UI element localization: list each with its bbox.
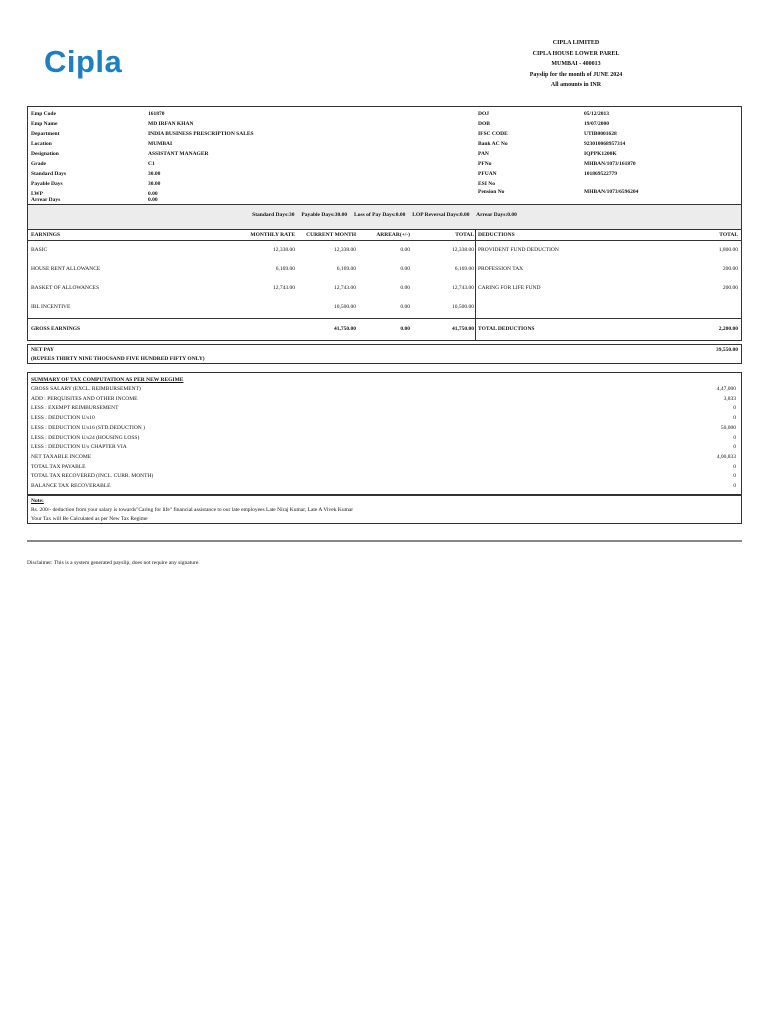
gross-earnings-label: GROSS EARNINGS [31,326,81,332]
deduction-name: CARING FOR LIFE FUND [478,285,541,291]
dob-label: DOB [478,121,490,127]
net-pay-box [27,344,742,364]
tax-row-value: 0 [733,405,736,412]
ifsc-label: IFSC CODE [478,131,508,137]
current-month-header: CURRENT MONTH [306,232,356,238]
tax-row-label: LESS : DEDUCTION U/s24 (HOUSING LOSS) [31,434,140,441]
earning-arrear: 0.00 [400,285,410,291]
gross-arrear: 0.00 [400,326,410,332]
pf-no-label: PFNo [478,161,492,167]
standard-days-label: Standard Days [31,171,66,177]
tax-row-label: LESS : DEDUCTION U/s10 [31,415,95,422]
standard-days-value: 30.00 [148,171,161,177]
doj-label: DOJ [478,111,489,117]
pan-value: IQPPK1200K [584,151,617,157]
arrear-days-value: 0.00 [148,197,158,203]
deductions-total-header: TOTAL [719,232,738,238]
total-header: TOTAL [455,232,474,238]
emp-code-value: 161870 [148,111,165,117]
tax-row-value: 0 [733,415,736,422]
department-label: Department [31,131,60,137]
tax-row-label: LESS : EXEMPT REIMBURSEMENT [31,405,119,412]
location-label: Location [31,141,52,147]
earning-name: IBL INCENTIVE [31,304,71,310]
emp-name-label: Emp Name [31,121,58,127]
bank-ac-label: Bank AC No [478,141,508,147]
company-address-line1: CIPLA HOUSE LOWER PAREL [532,50,620,57]
pf-uan-value: 101869522779 [584,171,617,177]
page-separator [27,540,742,542]
tax-row-value: 0 [733,483,736,489]
tax-row-label: GROSS SALARY (EXCL. REIMBURSEMENT) [31,386,141,392]
note-title: Note: [31,498,44,504]
company-logo: Cipla [44,44,123,79]
bank-ac-value: 923010068957314 [584,141,626,147]
earning-monthly-rate: 12,743.00 [273,285,295,291]
note-line-2: Your Tax will Be Calculated as per New Tax Regime [31,516,148,522]
deductions-header: DEDUCTIONS [478,232,515,238]
lwp-value: 0.00 [148,191,158,197]
gross-current-month: 41,750.00 [334,326,356,332]
designation-label: Designation [31,151,59,157]
arrear-days-label: Arrear Days [31,197,61,203]
tax-row-label: TOTAL TAX RECOVERED (INCL. CURR. MONTH) [31,473,154,480]
monthly-rate-header: MONTHLY RATE [250,232,295,238]
pf-no-value: MHBAN/1073/161870 [584,161,636,167]
arrear-header: ARREAR(+/-) [376,232,410,238]
disclaimer: Disclaimer: This is a system generated payslip, does not require any signature. [27,560,200,566]
note-line-1: Rs. 200/- deduction from your salary is towards"Caring for life" financial assistance to our late employees Late Niraj Kumar, Late A Vivek Kumar [31,507,354,513]
tax-row-value: 3,833 [723,395,736,402]
earning-arrear: 0.00 [400,247,410,253]
ifsc-value: UTIB0001628 [584,131,617,137]
company-address-line2: MUMBAI - 400013 [551,61,601,67]
deduction-total: 200.00 [722,266,738,272]
earning-total: 12,743.00 [452,285,474,291]
tax-row-label: BALANCE TAX RECOVERABLE [31,483,111,489]
earning-name: BASIC [31,247,48,253]
location-value: MUMBAI [148,141,173,147]
tax-row-label: LESS : DEDUCTION U/s16 (STD.DEDUCTION ) [31,424,145,431]
earning-total: 12,338.00 [452,247,474,253]
earning-monthly-rate: 12,338.00 [273,247,295,253]
total-deductions-label: TOTAL DEDUCTIONS [478,326,535,332]
earning-total: 10,500.00 [452,304,474,310]
earnings-deductions-table [27,229,742,341]
net-pay-words: (RUPEES THIRTY NINE THOUSAND FIVE HUNDRED FIFTY ONLY) [31,356,205,362]
column-divider [475,230,476,341]
net-pay-label: NET PAY [31,347,54,353]
tax-row-value: 0 [733,434,736,441]
payslip-period: Payslip for the month of JUNE 2024 [529,71,623,78]
payable-days-value: 30.00 [148,181,161,187]
earning-total: 6,169.00 [454,266,474,272]
deduction-total: 1,800.00 [718,247,738,253]
days-summary-band [27,205,742,229]
gross-row-divider [28,318,741,319]
grade-label: Grade [31,161,46,167]
earning-monthly-rate: 6,169.00 [275,266,295,272]
earnings-header: EARNINGS [31,232,61,238]
currency-note: All amounts in INR [550,82,602,88]
total-deductions-value: 2,200.00 [718,326,738,332]
deduction-name: PROFESSION TAX [478,266,524,272]
tax-row-value: 0 [733,463,736,470]
department-value: INDIA BUSINESS PRESCRIPTION SALES [148,131,254,137]
tax-summary-title: SUMMARY OF TAX COMPUTATION AS PER NEW REGIME [31,377,184,383]
pf-uan-label: PFUAN [478,171,497,177]
earning-name: HOUSE RENT ALLOWANCE [31,266,101,272]
earning-arrear: 0.00 [400,266,410,272]
earning-name: BASKET OF ALLOWANCES [31,285,100,291]
tax-summary-box [27,372,742,495]
earning-current-month: 12,338.00 [334,247,356,253]
pension-no-label: Pension No [478,189,505,195]
tax-row-label: TOTAL TAX PAYABLE [31,463,86,470]
days-summary: Standard Days:30 Payable Days:30.00 Loss of Pay Days:0.00 LOP Reversal Days:0.00 Arrear Days:0.00 [252,212,517,218]
pan-label: PAN [478,151,489,157]
earning-arrear: 0.00 [400,304,410,310]
gross-total: 41,750.00 [452,326,474,332]
company-header [470,38,682,91]
emp-name-value: MD IRFAN KHAN [148,121,194,127]
doj-value: 05/12/2013 [584,111,610,117]
tax-row-value: 0 [733,473,736,480]
tax-row-value: 50,000 [720,424,736,431]
tax-row-value: 4,00,833 [716,453,736,460]
deduction-name: PROVIDENT FUND DEDUCTION [478,247,559,253]
tax-row-label: ADD : PERQUISITES AND OTHER INCOME [31,395,138,402]
earning-current-month: 6,169.00 [336,266,356,272]
dob-value: 19/07/2000 [584,121,610,127]
tax-row-label: NET TAXABLE INCOME [31,453,92,460]
payable-days-label: Payable Days [31,181,63,187]
esi-no-label: ESI No [478,181,495,187]
tax-row-value: 0 [733,444,736,451]
tax-row-value: 4,47,000 [716,386,736,392]
pension-no-value: MHBAN/1073/6596204 [584,189,639,195]
lwp-label: LWP [31,191,44,197]
grade-value: C1 [148,161,155,167]
deduction-total: 200.00 [722,285,738,291]
tax-row-label: LESS : DEDUCTION U/s CHAPTER VIA [31,444,127,451]
employee-details [27,106,742,205]
earning-current-month: 10,500.00 [334,304,356,310]
note-box [27,495,742,524]
emp-code-label: Emp Code [31,111,56,117]
earning-current-month: 12,743.00 [334,285,356,291]
net-pay-amount: 39,550.00 [716,347,738,353]
company-name: CIPLA LIMITED [552,40,600,46]
designation-value: ASSISTANT MANAGER [148,151,209,157]
